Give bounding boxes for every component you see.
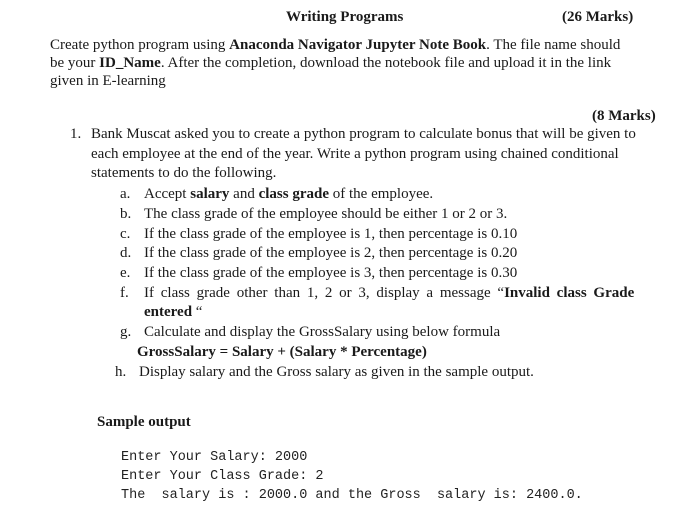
- intro-line-3: given in E-learning: [50, 73, 166, 89]
- intro-line-1: Create python program using Anaconda Navigator Jupyter Note Book. The file name should: [50, 37, 621, 53]
- sample-output-line-2: Enter Your Class Grade: 2: [121, 469, 324, 484]
- question-text-line-1: Bank Muscat asked you to create a python program to calculate bonus that will be given to: [91, 126, 636, 142]
- question-text-line-3: statements to do the following.: [91, 165, 277, 181]
- item-d-text: If the class grade of the employee is 2, then percentage is 0.20: [144, 245, 518, 261]
- question-text-line-2: each employee at the end of the year. Write a python program using chained conditional: [91, 146, 619, 162]
- item-b-text: The class grade of the employee should be either 1 or 2 or 3.: [144, 206, 508, 222]
- sample-output-line-1: Enter Your Salary: 2000: [121, 450, 308, 465]
- sample-output-heading: Sample output: [97, 414, 191, 430]
- item-f-text-line-2: entered “: [144, 304, 203, 320]
- section-marks: (26 Marks): [562, 9, 634, 25]
- item-label: d.: [120, 245, 132, 261]
- item-h-text: Display salary and the Gross salary as given in the sample output.: [139, 364, 534, 380]
- item-label: a.: [120, 186, 131, 202]
- question-number: 1.: [70, 126, 82, 142]
- item-label: f.: [120, 285, 129, 301]
- item-label: e.: [120, 265, 131, 281]
- section-title: Writing Programs: [286, 9, 404, 25]
- question-marks: (8 Marks): [592, 108, 656, 124]
- item-f-text: If class grade other than 1, 2 or 3, display a message “Invalid class Grade: [144, 285, 635, 301]
- sample-output-line-3: The salary is : 2000.0 and the Gross salary is: 2400.0.: [121, 488, 583, 503]
- gross-salary-formula: GrossSalary = Salary + (Salary * Percentage): [137, 344, 427, 360]
- item-a-text: Accept salary and class grade of the employee.: [144, 186, 434, 202]
- item-g-text: Calculate and display the GrossSalary using below formula: [144, 324, 501, 340]
- intro-line-2: be your ID_Name. After the completion, download the notebook file and upload it in the link: [50, 55, 612, 71]
- item-label: g.: [120, 324, 132, 340]
- item-c-text: If the class grade of the employee is 1, then percentage is 0.10: [144, 226, 518, 242]
- item-e-text: If the class grade of the employee is 3, then percentage is 0.30: [144, 265, 518, 281]
- item-label: c.: [120, 226, 131, 242]
- item-label: b.: [120, 206, 132, 222]
- item-label: h.: [115, 364, 127, 380]
